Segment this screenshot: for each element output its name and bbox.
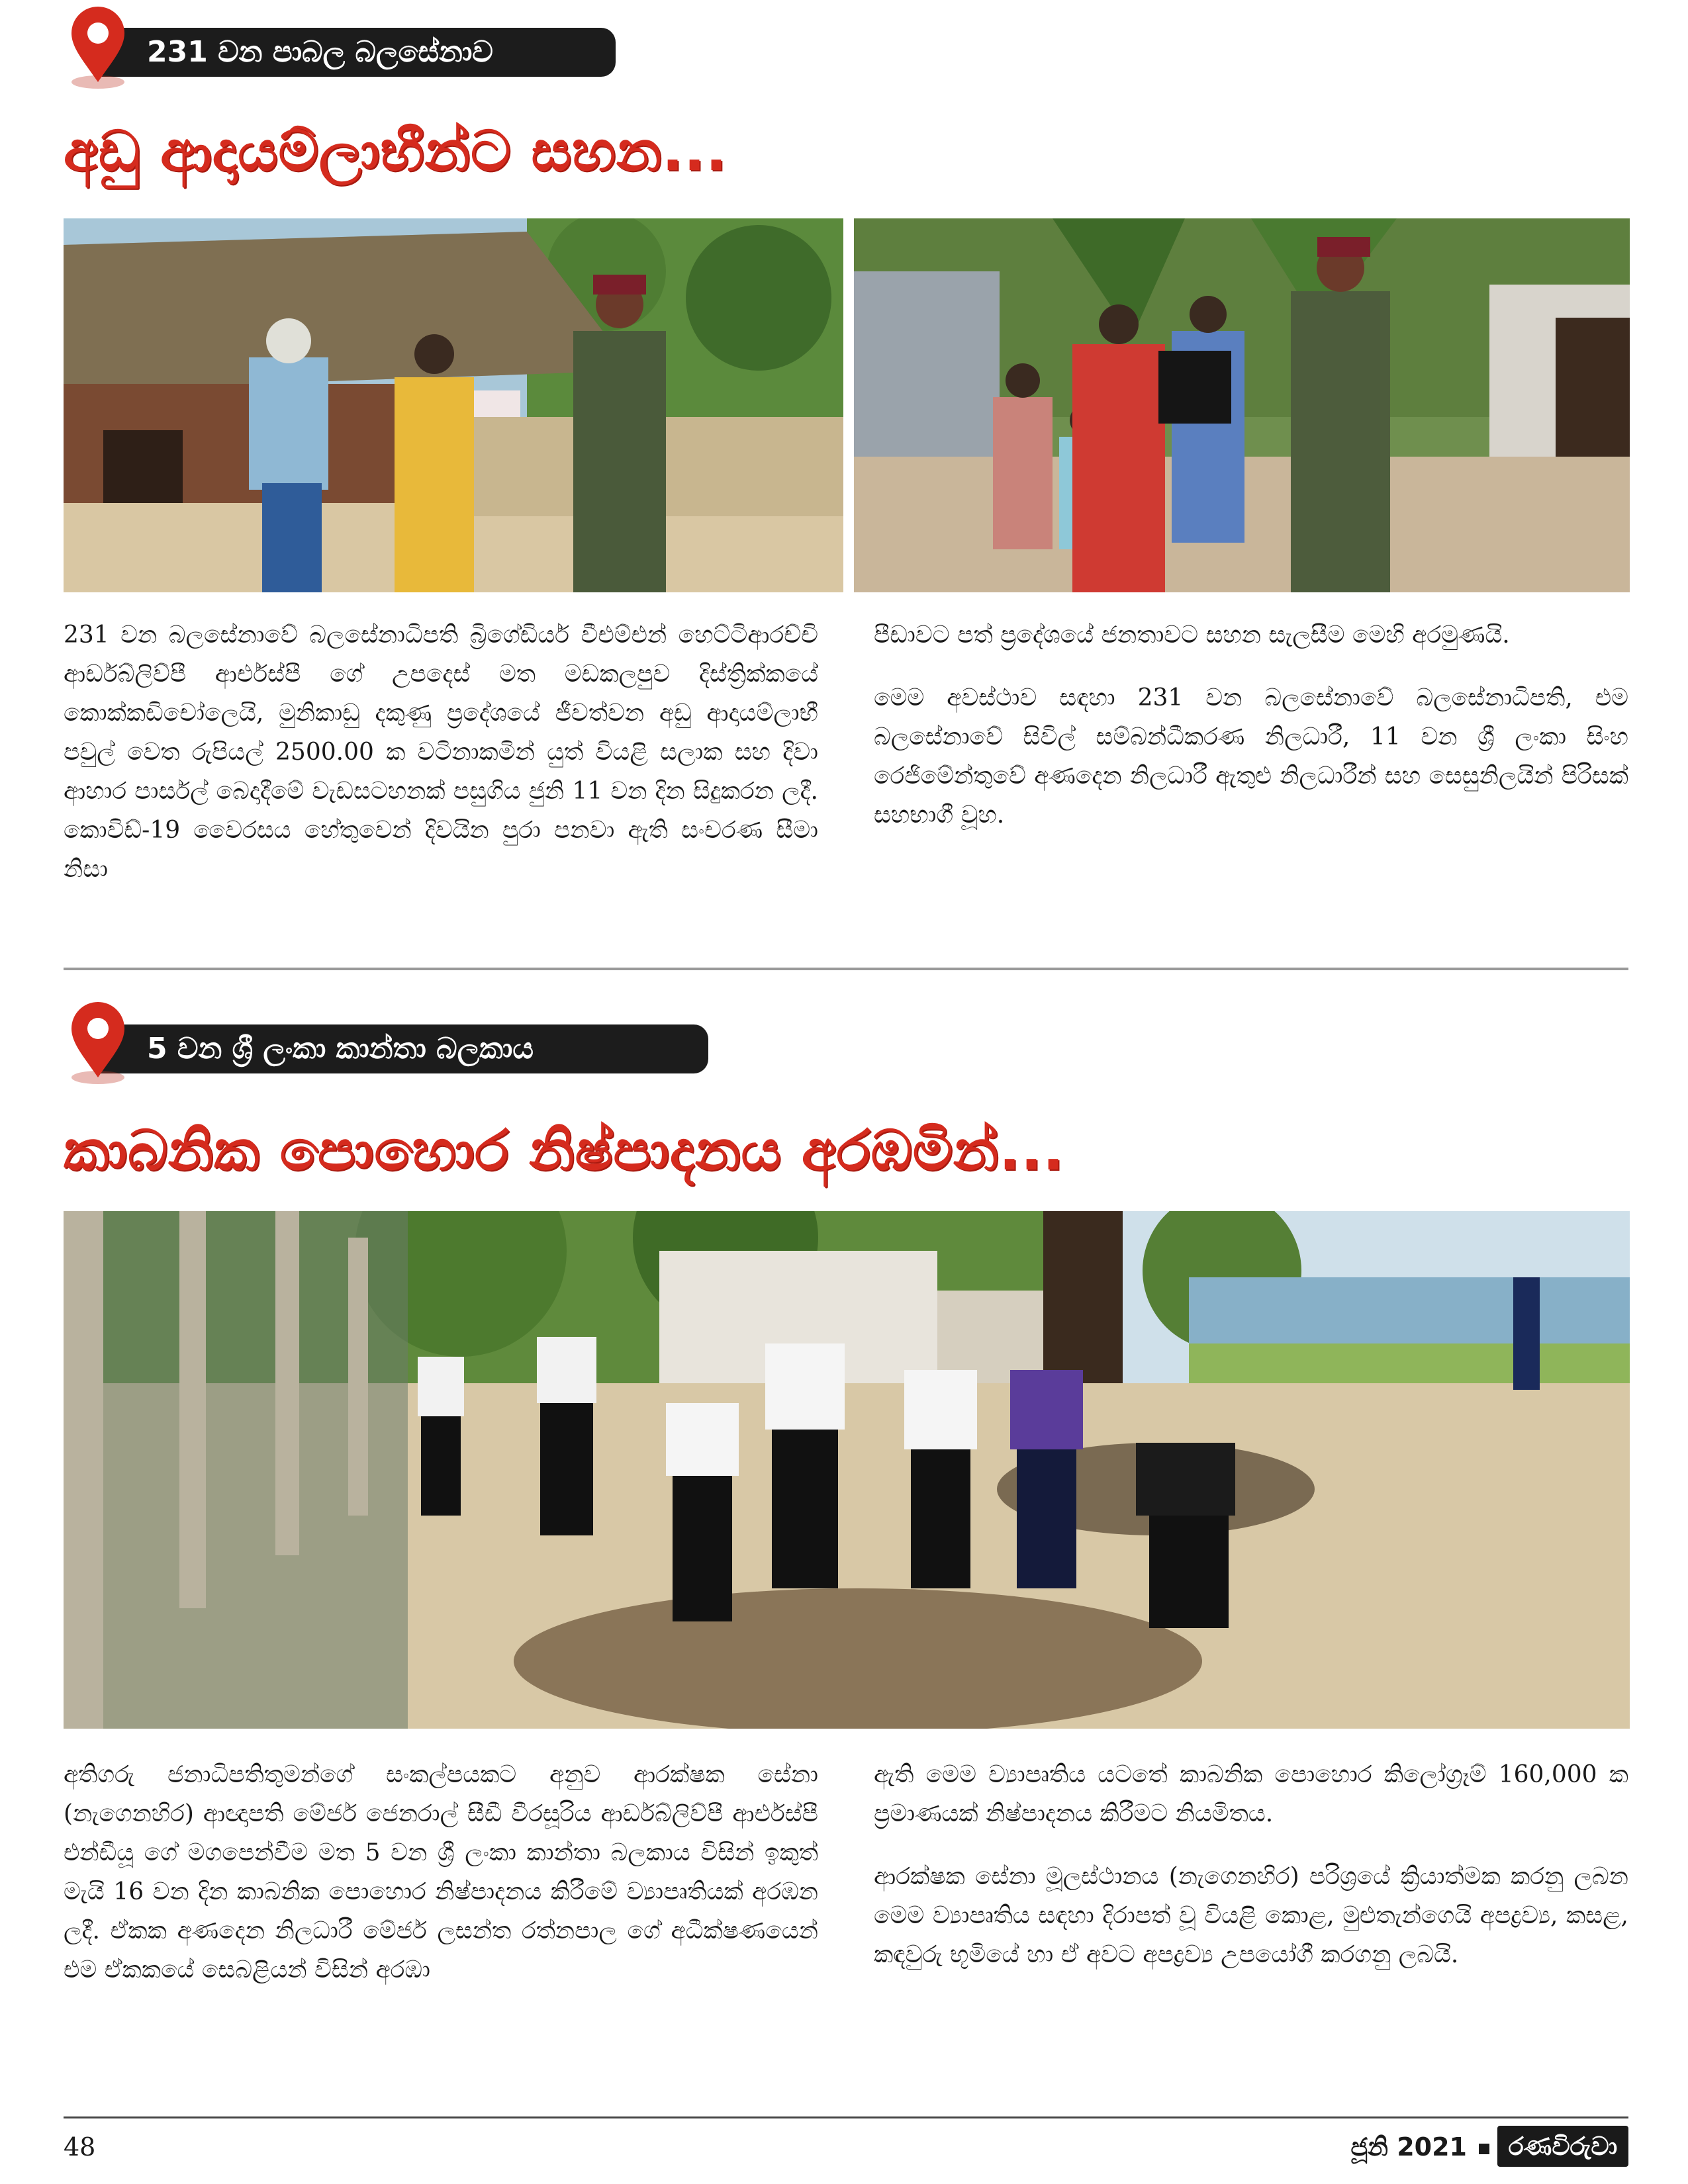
issue-date: [1350, 2132, 1489, 2162]
section-tag-2: [99, 1024, 708, 1073]
article-2-paragraph-1: අතිගරු ජනාධිපතිතුමන්ගේ සංකල්පයකට අනුව ආරක්ෂක සේනා (නැගෙනහිර) ආඥාපති මේජර් ජෙනරාල් සීඩී වීරසූරිය ආර්ඩබ්ලිව්පී ආර්එස්පී එන්ඩීයූ ගේ මගපෙන්වීම මත 5 වන ශ්‍රී ලංකා කාන්තා බලකාය විසින් ඉකුත් මැයි 16 වන දින කාබනික පොහොර නිෂ්පාදනය කිරීමේ ව්‍යාපෘතියක් අරඹන ලදී. ඒකක අණදෙන නිලධාරී මේජර් ලසන්ත රත්නපාල ගේ අධීක්ෂණයෙන් එම ඒකකයේ සෙබළියන් විසින් අරඹා: [64, 1761, 818, 1983]
square-bullet-icon: [1479, 2144, 1489, 2154]
article-2-column-right: [874, 1755, 1628, 1998]
page-number: 48: [64, 2132, 96, 2161]
article-1-paragraph-2: පීඩාවට පත් ප්‍රදේශයේ ජනතාවට සහන සැලසීම මෙහි අරමුණයි.: [874, 621, 1510, 649]
article-2-paragraph-2: ඇති මෙම ව්‍යාපෘතිය යටතේ කාබනික පොහොර කිලෝග්‍රෑම් 160,000 ක ප්‍රමාණයක් නිෂ්පාදනය කිරීමට නියමිතය.: [874, 1761, 1628, 1827]
article-1-column-left: [64, 615, 818, 913]
footer-divider: [64, 2116, 1628, 2118]
headline-2: කාබනික පොහොර නිෂ්පාදනය අරඹමින්...: [64, 1118, 1064, 1183]
section-tag-2-label: 5 වන ශ්‍රී ලංකා කාන්තා බලකාය: [147, 1032, 534, 1066]
issue-date-label: ජූනි 2021: [1350, 2132, 1467, 2161]
magazine-logo: රණවිරුවා: [1497, 2126, 1628, 2167]
photo-relief-distribution-2: [854, 218, 1630, 592]
section-tag-1-label: 231 වන පාබල බලසේනාව: [147, 35, 493, 69]
article-1-paragraph-1: 231 වන බලසේනාවේ බලසේනාධිපති බ්‍රිගේඩියර් වීඑම්එන් හෙට්ටිආරච්චි ආර්ඩබ්ලිව්පී ආර්එස්පී ගේ උපදෙස් මත මඩකලපුව දිස්ත්‍රික්කයේ කොක්කඩිචෝලෙයි, මුනිකාඩු දකුණු ප්‍රදේශයේ ජීවත්වන අඩු ආදායම්ලාභී පවුල් වෙත රුපියල් 2500.00 ක වටිනාකමින් යුත් වියළි සලාක සහ දිවා ආහාර පාර්සල් බෙදාදීමේ වැඩසටහනක් පසුගිය ජුනි 11 වන දින සිදුකරන ලදී. කොවිඩ්-19 වෛරසය හේතුවෙන් දිවයින පුරා පනවා ඇති සංචරණ සීමා නිසා: [64, 621, 818, 883]
headline-1: අඩු ආදායම්ලාභීන්ට සහන...: [64, 118, 727, 183]
location-pin-icon: [65, 999, 131, 1085]
article-2-column-left: [64, 1755, 818, 2013]
article-2-paragraph-3: ආරක්ෂක සේනා මූලස්ථානය (නැගෙනහිර) පරිශ්‍රයේ ක්‍රියාත්මක කරනු ලබන මෙම ව්‍යාපෘතිය සඳහා දිරාපත් වූ වියළි කොළ, මුළුතැන්ගෙයි අපද්‍රව්‍ය, කසළ, කඳවුරු භූමියේ හා ඒ අවට අපද්‍රව්‍ය උපයෝගී කරගනු ලබයි.: [874, 1863, 1628, 1968]
article-1-paragraph-3: මෙම අවස්ථාව සඳහා 231 වන බලසේනාවේ බලසේනාධිපති, එම බලසේනාවේ සිවිල් සම්බන්ධීකරණ නිලධාරී, 11 වන ශ්‍රී ලංකා සිංහ රෙජිමේන්තුවේ අණදෙන නිලධාරී ඇතුළු නිලධාරීන් සහ සෙසුනිලයින් පිරිසක් සහභාගී වූහ.: [874, 684, 1628, 829]
article-1-column-right: [874, 615, 1628, 858]
location-pin-icon: [65, 4, 131, 90]
section-divider: [64, 968, 1628, 970]
section-tag-1: [99, 28, 616, 77]
photo-relief-distribution-1: [64, 218, 843, 592]
photo-compost-project: [64, 1211, 1630, 1729]
